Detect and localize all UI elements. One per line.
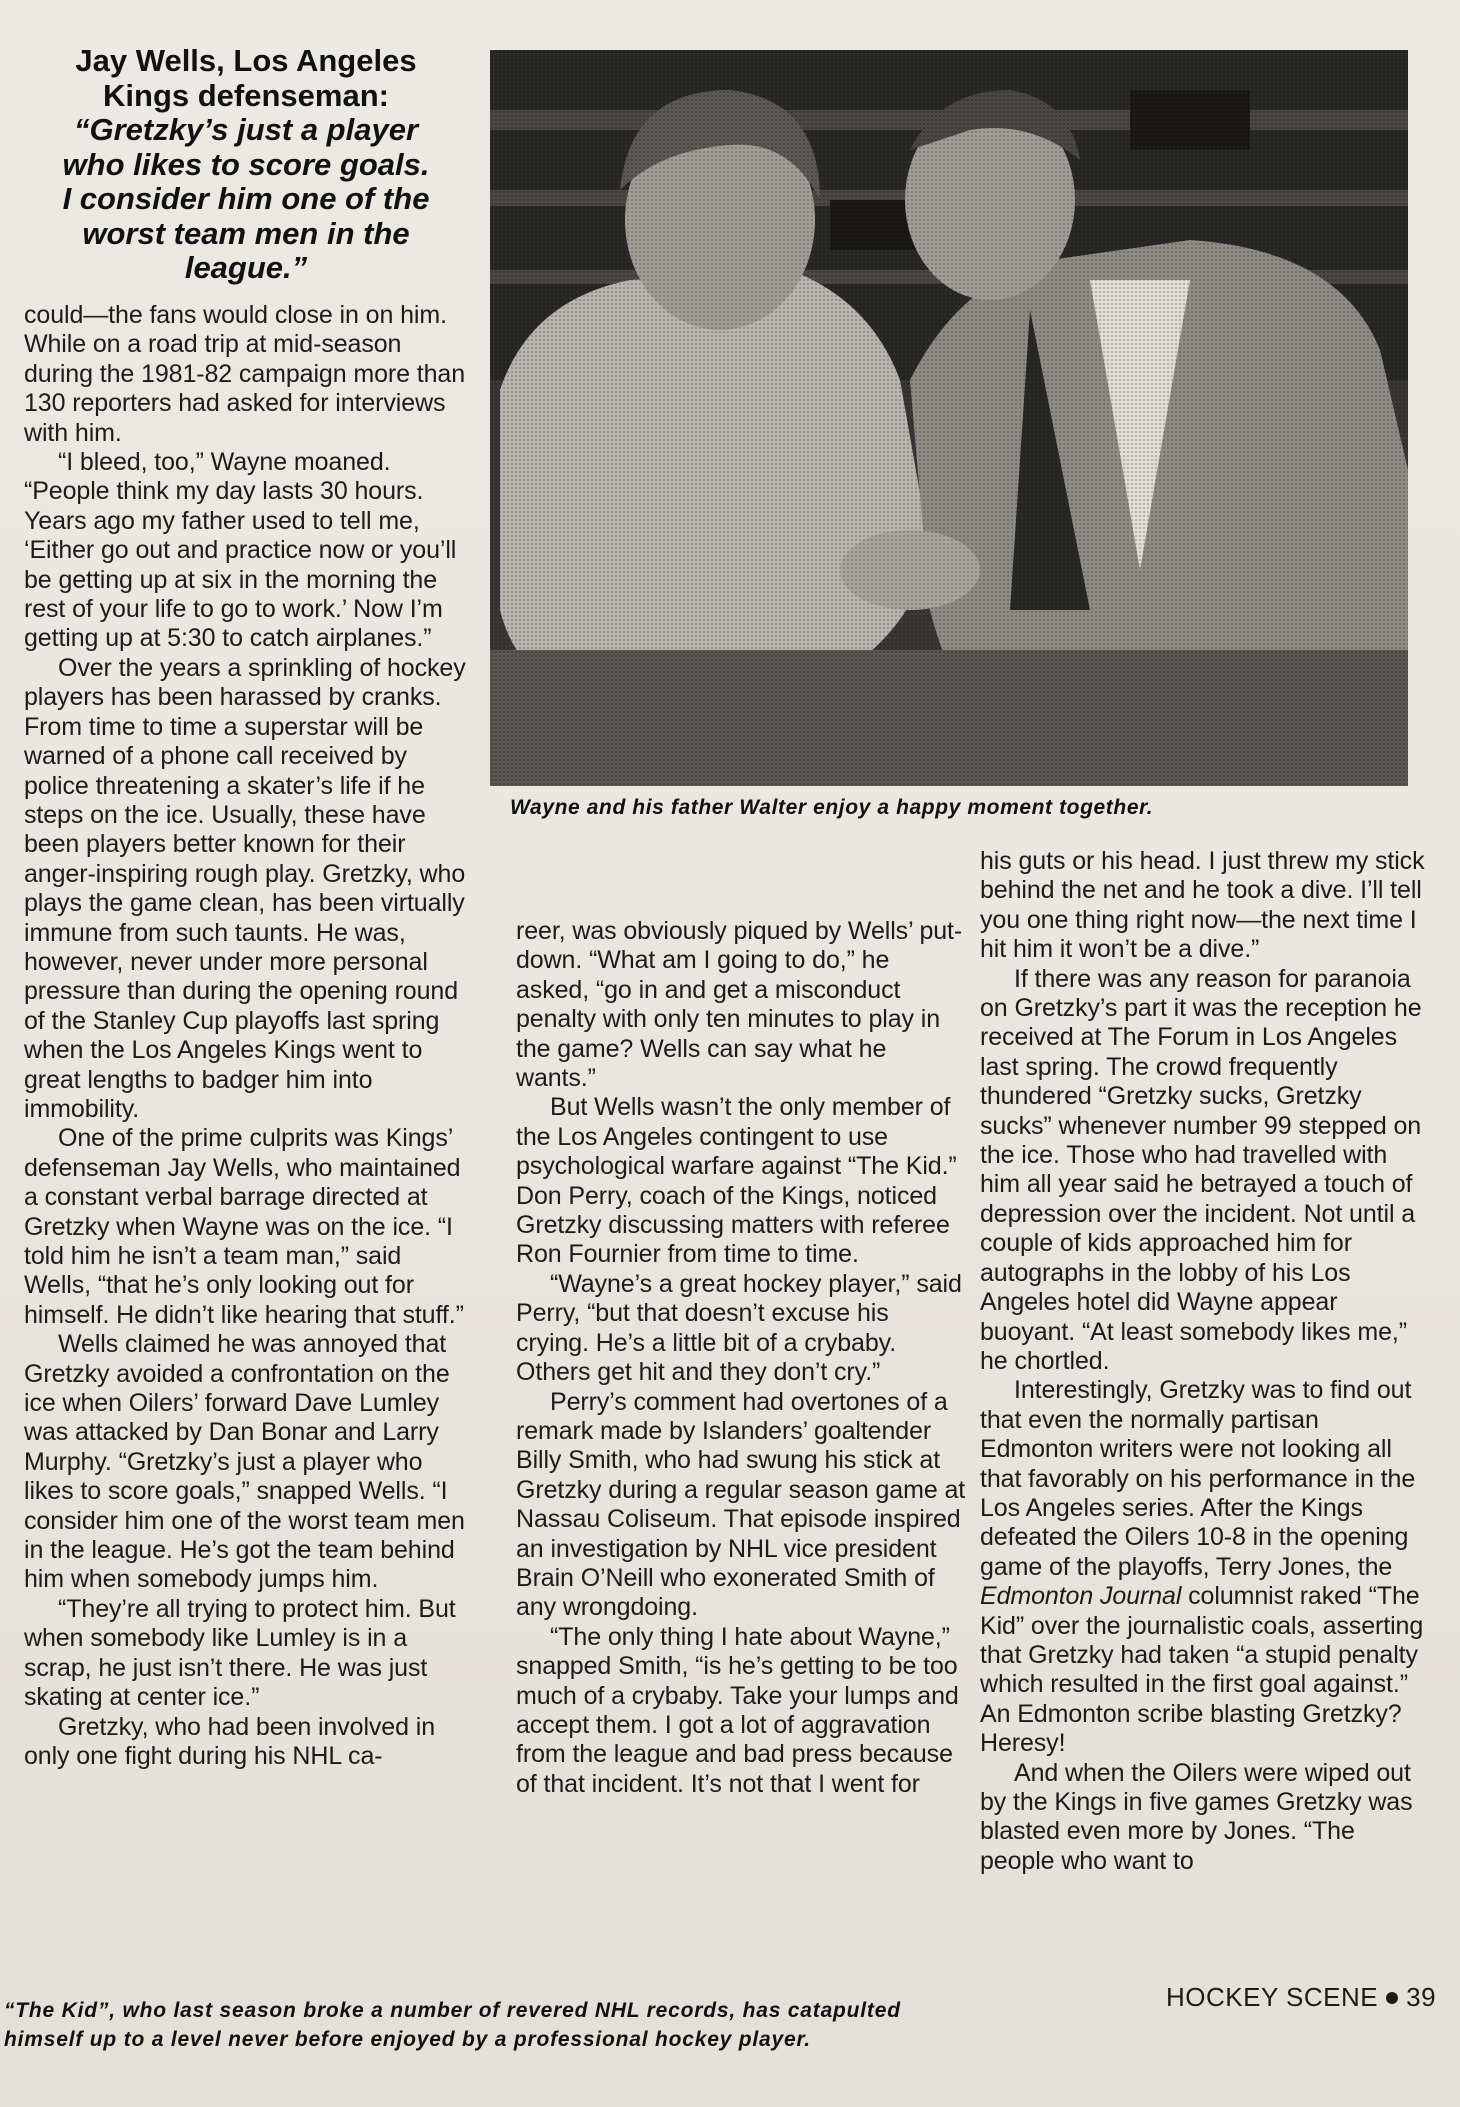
paragraph-text: Interestingly, Gretzky was to find out that even the normally partisan Edmonton writers were not looking all that favorably on his performance in the Los Angeles series. After the Kings defeated the Oilers 10-8 in the opening game of the playoffs, Terry Jones, the (980, 1376, 1416, 1581)
photo-wayne-and-father (490, 50, 1408, 786)
paragraph: “The only thing I hate about Wayne,” snapped Smith, “is he’s getting to be too much of a crybaby. Take your lumps and accept them. I got a lot of aggravation from the league and bad press because of that incident. It’s not that I went for (516, 1622, 959, 1798)
article-column-3 (980, 847, 1434, 1876)
paragraph: reer, was obviously piqued by Wells’ put-down. “What am I going to do,” he asked, “go in and get a misconduct penalty with only ten minutes to play in the game? Wells can say what he wants.” (516, 917, 963, 1093)
paragraph: Wells claimed he was annoyed that Gretzky avoided a confrontation on the ice when Oilers’ forward Dave Lumley was attacked by Dan Bonar and Larry Murphy. “Gretzky’s just a player who likes to score goals,” snapped Wells. “I consider him one of the worst team men in the league. He’s got the team behind him when somebody jumps him. (24, 1330, 465, 1594)
pull-quote-line: Jay Wells, Los Angeles (75, 43, 417, 78)
pull-quote-line: “Gretzky’s just a player (73, 112, 419, 147)
magazine-name: HOCKEY SCENE (1166, 1982, 1379, 2012)
article-column-1 (24, 301, 472, 1771)
page-footnote: “The Kid”, who last season broke a number of revered NHL records, has catapulted himself up to a level never before enjoyed by a professional hockey player. (4, 1999, 901, 2051)
paragraph: “They’re all trying to protect him. But when somebody like Lumley is in a scrap, he just isn’t there. He was just skating at center ice.” (24, 1594, 456, 1712)
pull-quote-line: I consider him one of the (62, 181, 430, 216)
paragraph: But Wells wasn’t the only member of the Los Angeles contingent to use psychological warfare against “The Kid.” Don Perry, coach of the Kings, noticed Gretzky discussing matters with referee Ron Fournier from time to time. (516, 1093, 957, 1269)
bullet-icon (1386, 1992, 1398, 2004)
paragraph: could—the fans would close in on him. While on a road trip at mid-season during the 1981-82 campaign more than 130 reporters had asked for interviews with him. (24, 301, 466, 447)
pull-quote (22, 44, 470, 286)
photo-caption: Wayne and his father Walter enjoy a happy moment together. (510, 796, 1154, 819)
pull-quote-line: Kings defenseman: (103, 77, 389, 113)
paragraph-text: columnist raked “The Kid” over the journalistic coals, asserting that Gretzky had taken “a stupid penalty which resulted in the first goal against.” An Edmonton scribe blasting Gretzky? Heresy! (980, 1582, 1424, 1758)
paragraph: his guts or his head. I just threw my stick behind the net and he took a dive. I’ll tell you one thing right now—the next time I hit him it won’t be a dive.” (980, 847, 1425, 964)
paragraph (980, 1376, 1434, 1758)
paragraph: “Wayne’s a great hockey player,” said Perry, “but that doesn’t excuse his crying. He’s a little bit of a crybaby. Others get hit and they don’t cry.” (516, 1269, 962, 1387)
paragraph: Gretzky, who had been involved in only one fight during his NHL ca- (24, 1712, 436, 1770)
page-folio (1166, 1982, 1436, 2013)
paragraph: One of the prime culprits was Kings’ defenseman Jay Wells, who maintained a constant verbal barrage directed at Gretzky when Wayne was on the ice. “I told him he isn’t a team man,” said Wells, “that he’s only looking out for himself. He didn’t like hearing that stuff.” (24, 1124, 464, 1329)
paragraph: If there was any reason for paranoia on Gretzky’s part it was the reception he received at The Forum in Los Angeles last spring. The crowd frequently thundered “Gretzky sucks, Gretzky sucks” whenever number 99 stepped on the ice. Those who had travelled with him all year said he betrayed a touch of depression over the incident. Not until a couple of kids approached him for autographs in the lobby of his Los Angeles hotel did Wayne appear buoyant. “At least somebody likes me,” he chortled. (980, 964, 1422, 1375)
paragraph: “I bleed, too,” Wayne moaned. “People think my day lasts 30 hours. Years ago my father used to tell me, ‘Either go out and practice now or you’ll be getting up at six in the morning the rest of your life to go to work.’ Now I’m getting up at 5:30 to catch airplanes.” (24, 448, 457, 653)
pull-quote-line: who likes to score goals. (62, 146, 430, 182)
halftone-photo (490, 50, 1408, 786)
pull-quote-line: worst team men in the (82, 215, 410, 251)
paragraph: Over the years a sprinkling of hockey players has been harassed by cranks. From time to time a superstar will be warned of a phone call received by police threatening a skater’s life if he steps on the ice. Usually, these have been players better known for their anger-inspiring rough play. Gretzky, who plays the game clean, has been virtually immune from such taunts. He was, however, never under more personal pressure than during the opening round of the Stanley Cup playoffs last spring when the Los Angeles Kings went to great lengths to badger him into immobility. (24, 653, 466, 1123)
article-column-2 (516, 917, 966, 1799)
paragraph: And when the Oilers were wiped out by the Kings in five games Gretzky was blasted even more by Jones. “The people who want to (980, 1758, 1413, 1875)
page-number: 39 (1406, 1982, 1437, 2012)
paragraph: Perry’s comment had overtones of a remark made by Islanders’ goaltender Billy Smith, who had swung his stick at Gretzky during a regular season game at Nassau Coliseum. That episode inspired an investigation by NHL vice president Brain O’Neill who exonerated Smith of any wrongdoing. (516, 1387, 966, 1622)
publication-name: Edmonton Journal (980, 1582, 1182, 1611)
pull-quote-line: league.” (184, 250, 308, 285)
